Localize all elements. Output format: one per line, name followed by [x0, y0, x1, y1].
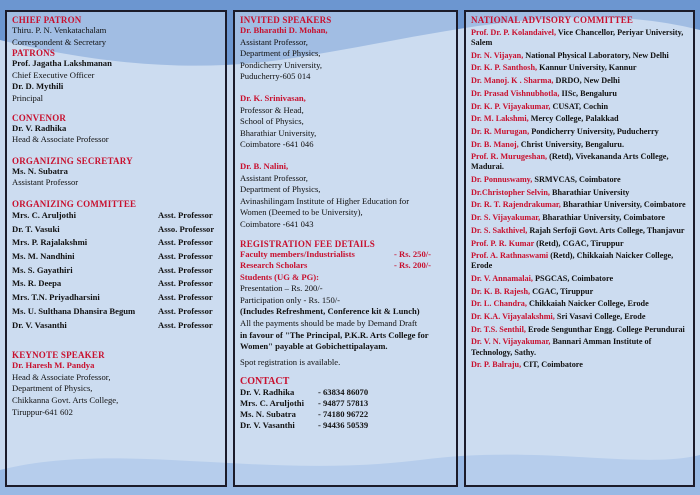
member-name: Dr. R. T. Rajendrakumar, — [471, 200, 561, 210]
member-name: Ms. S. Gayathiri — [12, 264, 73, 275]
contact-name: Dr. V. Radhika — [240, 387, 295, 398]
advisory-member — [471, 188, 688, 198]
right-panel — [464, 10, 695, 487]
speaker-line: Professor & Head, — [240, 104, 304, 115]
member-name: Dr. Prasad Vishnubhotla, — [471, 88, 560, 98]
committee-row — [12, 250, 220, 264]
member-name: Dr. P. Balraju, — [471, 360, 522, 370]
chief-patron-role: Correspondent & Secretary — [12, 36, 107, 47]
speaker-line: Pondicherry University, — [240, 59, 323, 70]
committee-row — [12, 264, 220, 278]
member-name: Mrs. C. Aruljothi — [12, 209, 76, 220]
advisory-member — [471, 152, 688, 172]
speaker-line: School of Physics, — [240, 116, 304, 127]
advisory-member — [471, 175, 688, 185]
member-name: Ms. M. Nandhini — [12, 251, 75, 262]
contact-row — [240, 409, 451, 420]
keynote-name: Dr. Haresh M. Pandya — [12, 360, 95, 371]
advisory-member — [471, 213, 688, 223]
member-name: Dr. K.A. Vijayalakshmi, — [471, 312, 555, 322]
member-name: Dr. S. Sakthivel, — [471, 225, 528, 235]
speaker-line: Bharathiar University, — [240, 127, 317, 138]
fee-value: - Rs. 250/- — [394, 248, 431, 259]
member-name: Dr. B. Manoj, — [471, 139, 519, 149]
member-affiliation: (Retd), Vivekananda Arts College, Madurai. — [471, 152, 669, 172]
member-name: Dr.Christopher Selvin, — [471, 187, 550, 197]
advisory-member — [471, 63, 688, 73]
keynote-title: KEYNOTE SPEAKER — [12, 350, 105, 361]
member-name: Dr. S. Vijayakumar, — [471, 213, 541, 223]
member-role: Asso. Professor — [158, 223, 215, 234]
contact-name: Ms. N. Subatra — [240, 409, 296, 420]
member-name: Ms. U. Sulthana Dhansira Begum — [12, 305, 136, 316]
advisory-member — [471, 76, 688, 86]
committee-row — [12, 291, 220, 305]
member-role: Asst. Professor — [158, 209, 213, 220]
member-affiliation: Rajah Serfoji Govt. Arts College, Thanjavur — [529, 225, 685, 235]
spot-registration: Spot registration is available. — [240, 356, 341, 367]
member-name: Prof. A. Rathnaswami — [471, 251, 549, 261]
member-name: Dr. K. P. Santhosh, — [471, 63, 538, 73]
member-affiliation: Vice Chancellor, Periyar University, Salem — [471, 28, 684, 48]
committee-list — [12, 209, 220, 332]
secretary-name: Ms. N. Subatra — [12, 165, 68, 176]
member-name: Dr. K. B. Rajesh, — [471, 286, 531, 296]
advisory-member — [471, 89, 688, 99]
member-affiliation: Kannur University, Kannur — [539, 63, 637, 73]
speaker-line: Department of Physics, — [240, 184, 321, 195]
member-affiliation: Pondicherry University, Puducherry — [531, 126, 659, 136]
member-affiliation: Sri Vasavi College, Erode — [556, 312, 646, 322]
fee-includes: (Includes Refreshment, Conference kit & Lunch) — [240, 306, 420, 317]
advisory-member — [471, 114, 688, 124]
patron-name: Dr. D. Mythili — [12, 81, 64, 92]
member-affiliation: CGAC, Tiruppur — [532, 286, 594, 296]
committee-row — [12, 305, 220, 319]
member-name: Prof. P. R. Kumar — [471, 238, 535, 248]
speaker-line: Assistant Professor, — [240, 172, 308, 183]
advisory-member — [471, 287, 688, 297]
member-name: Dr. V. Annamalai, — [471, 273, 533, 283]
fee-row — [240, 260, 451, 272]
committee-row — [12, 209, 220, 223]
member-affiliation: DRDO, New Delhi — [555, 76, 620, 86]
member-name: Dr. M. Lakshmi, — [471, 114, 529, 124]
advisory-member — [471, 102, 688, 112]
contact-phone: - 94877 57813 — [318, 398, 369, 409]
advisory-member — [471, 140, 688, 150]
advisory-member — [471, 239, 688, 249]
member-role: Asst. Professor — [158, 264, 213, 275]
contact-name: Mrs. C. Aruljothi — [240, 398, 304, 409]
advisory-member — [471, 28, 688, 48]
fee-value: - Rs. 200/- — [394, 260, 431, 271]
invited-speakers-title: INVITED SPEAKERS — [240, 15, 332, 25]
member-name: Prof. Dr. P. Kolandaivel, — [471, 28, 556, 37]
member-role: Asst. Professor — [158, 292, 213, 303]
contact-row — [240, 398, 451, 409]
fee-label: Faculty members/Industrialists — [240, 248, 355, 259]
member-affiliation: PSGCAS, Coimbatore — [535, 273, 614, 283]
advisory-member — [471, 360, 688, 370]
member-affiliation: CIT, Coimbatore — [523, 360, 583, 370]
organizing-committee-title: ORGANIZING COMMITTEE — [12, 198, 137, 209]
member-affiliation: IISc, Bengaluru — [561, 88, 617, 98]
committee-row — [12, 319, 220, 333]
participation-fee: Participation only - Rs. 150/- — [240, 294, 341, 305]
member-affiliation: Bannari Amman Institute of Technology, Sathy. — [471, 337, 652, 357]
speaker-line: Women (Deemed to be University), — [240, 207, 363, 218]
keynote-line: Department of Physics, — [12, 383, 93, 394]
member-affiliation: CUSAT, Cochin — [552, 101, 609, 111]
advisory-list — [471, 28, 688, 370]
keynote-line: Tiruppur-641 602 — [12, 406, 73, 417]
member-affiliation: (Retd), CGAC, Tiruppur — [536, 238, 624, 248]
speaker-name: Dr. Bharathi D. Mohan, — [240, 25, 328, 35]
contact-phone: - 94436 50539 — [318, 419, 369, 430]
member-name: Mrs. T.N. Priyadharsini — [12, 292, 100, 303]
member-name: Dr. V. Vasanthi — [12, 319, 67, 330]
contact-phone: - 63834 86070 — [318, 387, 369, 398]
member-affiliation: National Physical Laboratory, New Delhi — [525, 50, 669, 60]
member-role: Asst. Professor — [158, 305, 213, 316]
member-name: Dr. V. N. Vijayakumar, — [471, 337, 551, 347]
speaker-name: Dr. K. Srinivasan, — [240, 92, 306, 103]
member-name: Dr. T.S. Senthil, — [471, 324, 526, 334]
member-affiliation: Bharathiar University, Coimbatore — [562, 200, 686, 210]
contact-title: CONTACT — [240, 376, 290, 388]
chief-patron-title: CHIEF PATRON — [12, 15, 82, 25]
speaker-line: Assistant Professor, — [240, 36, 308, 47]
fee-label: Research Scholars — [240, 260, 308, 271]
payment-line: Women" payable at Gobichettipalayam. — [240, 341, 388, 352]
committee-row — [12, 277, 220, 291]
member-role: Asst. Professor — [158, 278, 213, 289]
patrons-title: PATRONS — [12, 48, 56, 59]
national-advisory-committee-title: NATIONAL ADVISORY COMMITTEE — [471, 15, 634, 25]
member-affiliation: Bharathiar University — [551, 187, 630, 197]
member-role: Asst. Professor — [158, 251, 213, 262]
chief-patron-name: Thiru. P. N. Venkatachalam — [12, 25, 107, 35]
member-name: Dr. Manoj. K . Sharma, — [471, 76, 554, 86]
middle-panel — [233, 10, 458, 487]
contact-name: Dr. V. Vasanthi — [240, 419, 295, 430]
member-role: Asst. Professor — [158, 319, 213, 330]
member-name: Dr. N. Vijayan, — [471, 50, 524, 60]
speaker-line: Department of Physics, — [240, 48, 321, 59]
patron-role: Principal — [12, 92, 44, 103]
convenor-name: Dr. V. Radhika — [12, 122, 67, 133]
member-affiliation: Mercy College, Palakkad — [530, 114, 619, 124]
presentation-fee: Presentation – Rs. 200/- — [240, 283, 323, 294]
patron-role: Chief Executive Officer — [12, 69, 95, 80]
member-name: Mrs. P. Rajalakshmi — [12, 237, 88, 248]
contact-phone: - 74180 96722 — [318, 409, 369, 420]
students-label: Students (UG & PG): — [240, 271, 320, 282]
speaker-line: Avinashilingam Institute of Higher Education for — [240, 195, 410, 206]
member-name: Prof. R. Murugeshan, — [471, 152, 548, 162]
member-name: Dr. Ponnuswamy, — [471, 175, 533, 185]
contact-row — [240, 420, 451, 431]
speaker-line: Puducherry-605 014 — [240, 71, 311, 82]
keynote-line: Chikkanna Govt. Arts College, — [12, 395, 119, 406]
advisory-member — [471, 325, 688, 335]
contact-row — [240, 387, 451, 398]
committee-row — [12, 236, 220, 250]
advisory-member — [471, 274, 688, 284]
organizing-secretary-title: ORGANIZING SECRETARY — [12, 155, 133, 166]
advisory-member — [471, 312, 688, 322]
keynote-line: Head & Associate Professor, — [12, 371, 111, 382]
advisory-member — [471, 299, 688, 309]
member-affiliation: Chikkaiah Naicker College, Erode — [528, 299, 649, 309]
fee-row — [240, 249, 451, 261]
payment-line: in favour of "The Principal, P.K.R. Arts College for — [240, 329, 429, 340]
convenor-role: Head & Associate Professor — [12, 134, 109, 145]
advisory-member — [471, 127, 688, 137]
advisory-member — [471, 226, 688, 236]
secretary-role: Assistant Professor — [12, 177, 79, 188]
member-name: Dr. T. Vasuki — [12, 223, 60, 234]
speaker-line: Coimbatore -641 043 — [240, 218, 314, 229]
advisory-member — [471, 251, 688, 271]
member-affiliation: Erode Sengunthar Engg. College Perundurai — [527, 324, 685, 334]
member-name: Dr. K. P. Vijayakumar, — [471, 101, 551, 111]
advisory-member — [471, 200, 688, 210]
committee-row — [12, 223, 220, 237]
member-affiliation: Christ University, Bengaluru. — [520, 139, 624, 149]
member-name: Ms. R. Deepa — [12, 278, 62, 289]
speaker-name: Dr. B. Nalini, — [240, 160, 289, 171]
member-name: Dr. L. Chandra, — [471, 299, 527, 309]
member-affiliation: Bharathiar University, Coimbatore — [542, 213, 666, 223]
member-affiliation: SRMVCAS, Coimbatore — [534, 175, 621, 185]
member-affiliation: (Retd), Chikkaiah Naicker College, Erode — [471, 251, 674, 271]
registration-fee-title: REGISTRATION FEE DETAILS — [240, 238, 376, 249]
member-role: Asst. Professor — [158, 237, 213, 248]
convenor-title: CONVENOR — [12, 112, 67, 123]
payment-line: All the payments should be made by Demand Draft — [240, 318, 418, 329]
advisory-member — [471, 51, 688, 61]
member-name: Dr. R. Murugan, — [471, 126, 530, 136]
left-panel — [5, 10, 227, 487]
advisory-member — [471, 337, 688, 357]
speaker-line: Coimbatore -641 046 — [240, 139, 314, 150]
patron-name: Prof. Jagatha Lakshmanan — [12, 58, 112, 69]
